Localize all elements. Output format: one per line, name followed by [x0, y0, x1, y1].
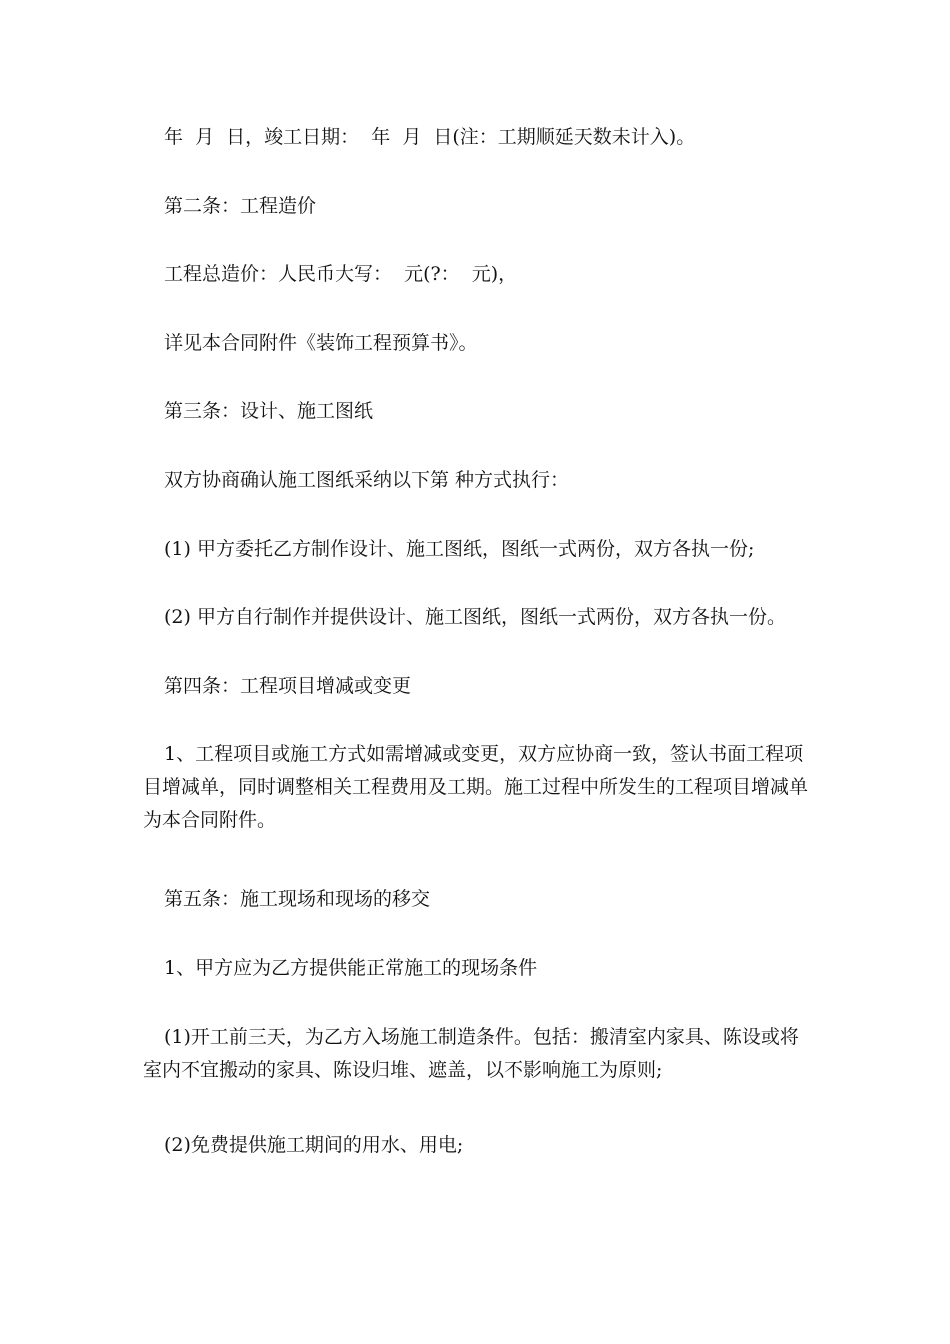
heading-article-4: 第四条：工程项目增减或变更: [164, 675, 412, 697]
paragraph-dates: 年 月 日，竣工日期： 年 月 日(注：工期顺延天数未计入)。: [164, 126, 696, 148]
paragraph-project-changes: 1、工程项目或施工方式如需增减或变更，双方应协商一致，签认书面工程项目增减单，同时调整相关工程费用及工期。施工过程中所发生的工程项目增减单为本合同附件。: [143, 743, 809, 831]
heading-article-2: 第二条：工程造价: [164, 195, 317, 217]
paragraph-budget-attachment: 详见本合同附件《装饰工程预算书》。: [164, 332, 478, 354]
heading-article-3: 第三条：设计、施工图纸: [164, 400, 374, 422]
paragraph-total-price: 工程总造价：人民币大写： 元(?： 元)，: [164, 263, 518, 285]
paragraph-site-prep: (1)开工前三天，为乙方入场施工制造条件。包括：搬清室内家具、陈设或将室内不宜搬动的家具、陈设归堆、遮盖，以不影响施工为原则;: [143, 1026, 799, 1081]
paragraph-drawing-method: 双方协商确认施工图纸采纳以下第 种方式执行：: [164, 469, 570, 491]
heading-article-5: 第五条：施工现场和现场的移交: [164, 888, 431, 910]
paragraph-option-1: (1) 甲方委托乙方制作设计、施工图纸，图纸一式两份，双方各执一份;: [164, 538, 755, 560]
paragraph-utilities: (2)免费提供施工期间的用水、用电;: [164, 1134, 464, 1156]
paragraph-site-conditions: 1、甲方应为乙方提供能正常施工的现场条件: [164, 957, 538, 979]
paragraph-option-2: (2) 甲方自行制作并提供设计、施工图纸，图纸一式两份，双方各执一份。: [164, 606, 786, 628]
